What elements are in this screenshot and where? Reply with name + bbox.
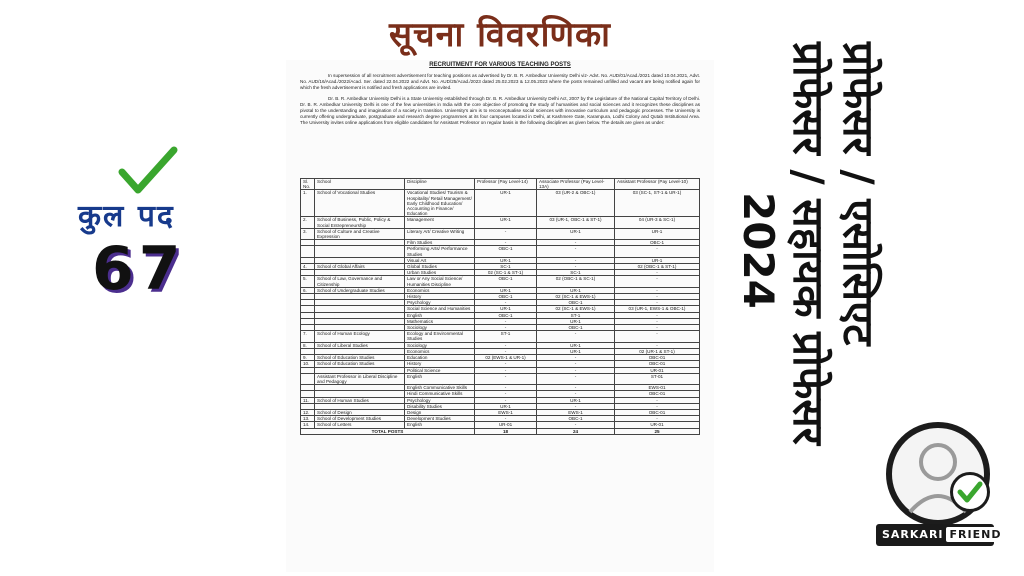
table-cell: 11. — [301, 397, 315, 403]
table-cell: - — [537, 355, 615, 361]
table-cell: 02 (OBC-1 & SC-1) — [537, 276, 615, 287]
table-cell: OBC-1 — [537, 416, 615, 422]
table-cell: 02 (EWS-1 & UR-1) — [475, 355, 537, 361]
table-cell: Global Studies — [405, 264, 475, 270]
table-cell: - — [615, 331, 700, 342]
table-cell: School of Law, Governance and Citizenship — [315, 276, 405, 287]
posts-table — [300, 178, 700, 435]
table-cell: - — [475, 416, 537, 422]
table-cell: 03 (SC-1, ST-1 & UR-1) — [615, 190, 700, 217]
table-cell: - — [615, 325, 700, 331]
table-cell: OBC-1 — [475, 312, 537, 318]
table-cell: - — [537, 361, 615, 367]
table-cell: - — [475, 385, 537, 391]
table-cell: - — [615, 397, 700, 403]
table-cell: OBC-1 — [537, 300, 615, 306]
table-cell: OBC-1 — [615, 240, 700, 246]
table-cell: UR-1 — [475, 257, 537, 263]
total-professor: 18 — [475, 428, 537, 434]
table-cell: UR-1 — [537, 318, 615, 324]
table-cell: 02 (OBC-1 & ST-1) — [615, 264, 700, 270]
table-cell: Economics — [405, 348, 475, 354]
vertical-title — [733, 42, 883, 562]
table-cell: - — [475, 367, 537, 373]
table-cell: - — [615, 318, 700, 324]
table-cell: UR-01 — [615, 367, 700, 373]
total-posts-count: 67 — [92, 234, 186, 304]
table-cell: - — [615, 416, 700, 422]
header-cell: Discipline — [405, 179, 475, 190]
table-cell: Hindi Communicative Skills — [405, 391, 475, 397]
table-cell: OBC-01 — [615, 355, 700, 361]
table-cell: - — [475, 373, 537, 384]
table-cell: 5. — [301, 276, 315, 287]
table-cell: - — [475, 228, 537, 239]
vertical-title-year: 2024 — [734, 192, 783, 309]
table-cell: - — [615, 276, 700, 287]
table-cell: EWS-1 — [537, 409, 615, 415]
table-cell: 02 (SC-1 & EWS-1) — [537, 294, 615, 300]
table-cell: Performing Arts/ Performance Studies — [405, 246, 475, 257]
table-cell — [301, 373, 315, 384]
table-row — [301, 228, 700, 239]
table-cell: - — [537, 373, 615, 384]
vertical-title-line1: प्रोफेसर / एसोसिएट — [834, 42, 883, 346]
table-cell: OBC-1 — [475, 246, 537, 257]
table-cell: School of Letters — [315, 422, 405, 428]
table-cell: Law or Any Social Science/ Humanities Discipline — [405, 276, 475, 287]
table-cell: - — [615, 300, 700, 306]
table-header-row — [301, 179, 700, 190]
table-cell: OBC-01 — [615, 391, 700, 397]
table-cell: EWS-01 — [615, 385, 700, 391]
total-row — [301, 428, 700, 434]
table-cell: Development Studies — [405, 416, 475, 422]
table-cell: Assistant Professor in Liberal Discipline and Pedagogy — [315, 373, 405, 384]
header-cell: Associate Professor (Pay Level-13A) — [537, 179, 615, 190]
table-cell: Sociology — [405, 342, 475, 348]
table-cell: 6. — [301, 287, 315, 293]
table-cell: Sociology — [405, 325, 475, 331]
table-cell: Mathematics — [405, 318, 475, 324]
table-cell: School of Human Studies — [315, 397, 405, 403]
table-cell: - — [537, 331, 615, 342]
table-cell: - — [537, 367, 615, 373]
table-cell: OBC-1 — [537, 325, 615, 331]
table-cell: Literary Art/ Creative Writing — [405, 228, 475, 239]
table-cell: Design — [405, 409, 475, 415]
check-icon — [953, 475, 987, 509]
table-cell: School of Vocational Studies — [315, 190, 405, 217]
table-cell: EWS-1 — [475, 409, 537, 415]
table-cell: - — [475, 342, 537, 348]
table-row — [301, 276, 700, 287]
table-cell: - — [537, 264, 615, 270]
table-row — [301, 373, 700, 384]
intro-paragraph: In supersession of all recruitment advertisement for teaching positions as advertised by Dr. B. R. Ambedkar University Delhi viz- Advt. No. AUD/01/Acad./2021 dated 10.04.2021, Advt. No. AUD/16/Acad./2022/Acad. Ser. dated 22.04.2022 and Advt. No. AUD/25/Acad./2023 dated 25.02.2023 & 12.05.2023 where the posts remained unfilled and vacant are being notified again for which the fresh advertisement is notified and fresh applications are invited. — [300, 73, 700, 90]
table-cell: Management — [405, 217, 475, 228]
table-cell: School of Development Studies — [315, 416, 405, 422]
table-row — [301, 190, 700, 217]
university-paragraph: Dr. B. R. Ambedkar University Delhi is a State University established through Dr. B. R. Ambedkar University Delhi Act, 2007 by the Legislature of the National Capital Territory of Delhi. Dr. B. R. Ambedkar University Delhi is one of the few universities in India with the core objective of promoting the study of humanities and social sciences and it recognizes these disciplines as pivotal to the understanding and imagination of a society in transition. University's aim is to reconceptualise social sciences with innovative curriculum and pedagogic processes. The University is currently offering undergraduate, postgraduate and research degree programmes at its four campuses located in Delhi, at Kashmere Gate, Karampura, Lodhi Colony and Qutab Institutional Area. The University invites online applications from eligible candidates for Assistant Professor on regular basis in the following disciplines as given below. The details are given as under: — [300, 96, 700, 125]
table-cell: Film Studies — [405, 240, 475, 246]
table-cell: Social Science and Humanities — [405, 306, 475, 312]
table-cell: - — [615, 403, 700, 409]
table-cell: OBC-1 — [475, 276, 537, 287]
header-cell: School — [315, 179, 405, 190]
table-cell: History — [405, 361, 475, 367]
table-cell: UR-1 — [475, 306, 537, 312]
table-cell: - — [537, 246, 615, 257]
table-cell: Ecology and Environmental Studies — [405, 331, 475, 342]
table-cell: UR-01 — [475, 422, 537, 428]
table-cell: History — [405, 294, 475, 300]
checkmark-icon — [118, 146, 178, 196]
table-cell: School of Liberal Studies — [315, 342, 405, 348]
table-cell: ST-1 — [537, 312, 615, 318]
table-cell: Political Science — [405, 367, 475, 373]
table-cell: ST-1 — [475, 331, 537, 342]
table-cell: 04 (UR-3 & SC-1) — [615, 217, 700, 228]
table-cell: School of Education Studies — [315, 361, 405, 367]
header-cell: Professor (Pay Level-14) — [475, 179, 537, 190]
table-cell: - — [615, 246, 700, 257]
table-cell: Vocational Studies/ Tourism & Hospitality/ Retail Management/ Early Childhood Education/ Accounting in Finance/ Education — [405, 190, 475, 217]
table-cell: - — [475, 361, 537, 367]
table-cell: UR-1 — [537, 397, 615, 403]
table-row — [301, 331, 700, 342]
table-cell: Economics — [405, 287, 475, 293]
table-cell: School of Global Affairs — [315, 264, 405, 270]
table-cell: English — [405, 312, 475, 318]
table-cell: SC-1 — [537, 270, 615, 276]
table-cell: School of Culture and Creative Expression — [315, 228, 405, 239]
table-cell: School of Undergraduate Studies — [315, 287, 405, 293]
total-assistant: 25 — [615, 428, 700, 434]
table-cell: - — [615, 312, 700, 318]
table-cell: UR-1 — [537, 228, 615, 239]
table-cell: School of Education Studies — [315, 355, 405, 361]
table-cell: OBC-1 — [475, 294, 537, 300]
table-cell: 03 (UR-2 & OBC-1) — [537, 190, 615, 217]
table-cell: - — [615, 342, 700, 348]
table-cell: UR-1 — [475, 287, 537, 293]
logo-check-badge — [950, 472, 990, 512]
table-cell: 4. — [301, 264, 315, 270]
table-cell: Education — [405, 355, 475, 361]
document-title: RECRUITMENT FOR VARIOUS TEACHING POSTS — [429, 62, 571, 68]
table-cell: English — [405, 373, 475, 384]
table-cell: Urban Studies — [405, 270, 475, 276]
table-cell: - — [475, 397, 537, 403]
table-cell: OBC-01 — [615, 361, 700, 367]
table-cell: - — [475, 300, 537, 306]
table-cell: 03 (UR-1, OBC-1 & ST-1) — [537, 217, 615, 228]
table-cell: 1. — [301, 190, 315, 217]
table-cell: UR-1 — [475, 403, 537, 409]
table-cell: - — [537, 391, 615, 397]
total-associate: 24 — [537, 428, 615, 434]
table-cell: 13. — [301, 416, 315, 422]
page-heading: सूचना विवरणिका — [389, 15, 611, 55]
table-cell: UR-1 — [615, 257, 700, 263]
table-row — [301, 246, 700, 257]
table-cell: - — [615, 287, 700, 293]
table-cell: - — [537, 240, 615, 246]
table-cell: 8. — [301, 342, 315, 348]
table-cell: OBC-01 — [615, 409, 700, 415]
table-cell: 7. — [301, 331, 315, 342]
table-body — [301, 190, 700, 428]
table-cell: - — [537, 422, 615, 428]
total-posts-label: कुल पद — [78, 199, 175, 234]
table-cell: 10. — [301, 361, 315, 367]
logo-word-friend: FRIEND — [946, 527, 1006, 542]
table-cell: 2. — [301, 217, 315, 228]
table-cell: 14. — [301, 422, 315, 428]
header-cell: Assistant Professor (Pay Level-10) — [615, 179, 700, 190]
notice-document — [286, 60, 714, 572]
sarkari-friend-logo — [872, 420, 1002, 560]
table-cell: 03 (UR-1, EWS-1 & OBC-1) — [615, 306, 700, 312]
table-cell: UR-1 — [475, 217, 537, 228]
table-cell: Disability Studies — [405, 403, 475, 409]
table-cell — [301, 246, 315, 257]
table-cell: Psychology — [405, 397, 475, 403]
table-cell: - — [537, 403, 615, 409]
table-cell: SC-1 — [475, 264, 537, 270]
total-label: TOTAL POSTS — [301, 428, 475, 434]
table-cell: Psychology — [405, 300, 475, 306]
table-cell: UR-1 — [537, 348, 615, 354]
table-cell: - — [615, 270, 700, 276]
table-row — [301, 217, 700, 228]
table-cell: UR-1 — [475, 190, 537, 217]
table-cell: - — [615, 294, 700, 300]
table-cell: - — [475, 325, 537, 331]
vertical-title-line2: प्रोफेसर / सहायक प्रोफेसर — [784, 42, 833, 445]
table-cell: 12. — [301, 409, 315, 415]
table-cell: - — [475, 391, 537, 397]
table-cell: - — [475, 240, 537, 246]
table-row — [301, 264, 700, 270]
table-cell: 9. — [301, 355, 315, 361]
table-cell: UR-1 — [615, 228, 700, 239]
table-cell: - — [475, 348, 537, 354]
table-cell: Visual Art — [405, 257, 475, 263]
table-cell: English Communicative Skills — [405, 385, 475, 391]
table-cell: English — [405, 422, 475, 428]
table-cell: - — [475, 318, 537, 324]
table-cell: 3. — [301, 228, 315, 239]
table-cell — [315, 246, 405, 257]
table-cell: 02 (UR-1 & ST-1) — [615, 348, 700, 354]
table-cell: - — [537, 385, 615, 391]
table-cell: ST-01 — [615, 373, 700, 384]
logo-wordmark — [876, 524, 1002, 546]
table-cell: School of Business, Public, Policy & Social Entrepreneurship — [315, 217, 405, 228]
table-cell: UR-1 — [537, 342, 615, 348]
table-cell: 02 (SC-1 & ST-1) — [475, 270, 537, 276]
logo-word-sarkari: SARKARI — [882, 528, 944, 541]
table-cell: - — [537, 257, 615, 263]
table-cell: School of Human Ecology — [315, 331, 405, 342]
table-cell: School of Design — [315, 409, 405, 415]
header-cell: Sl. No. — [301, 179, 315, 190]
table-cell: 02 (SC-1 & EWS-1) — [537, 306, 615, 312]
table-cell: UR-01 — [615, 422, 700, 428]
table-cell: UR-1 — [537, 287, 615, 293]
